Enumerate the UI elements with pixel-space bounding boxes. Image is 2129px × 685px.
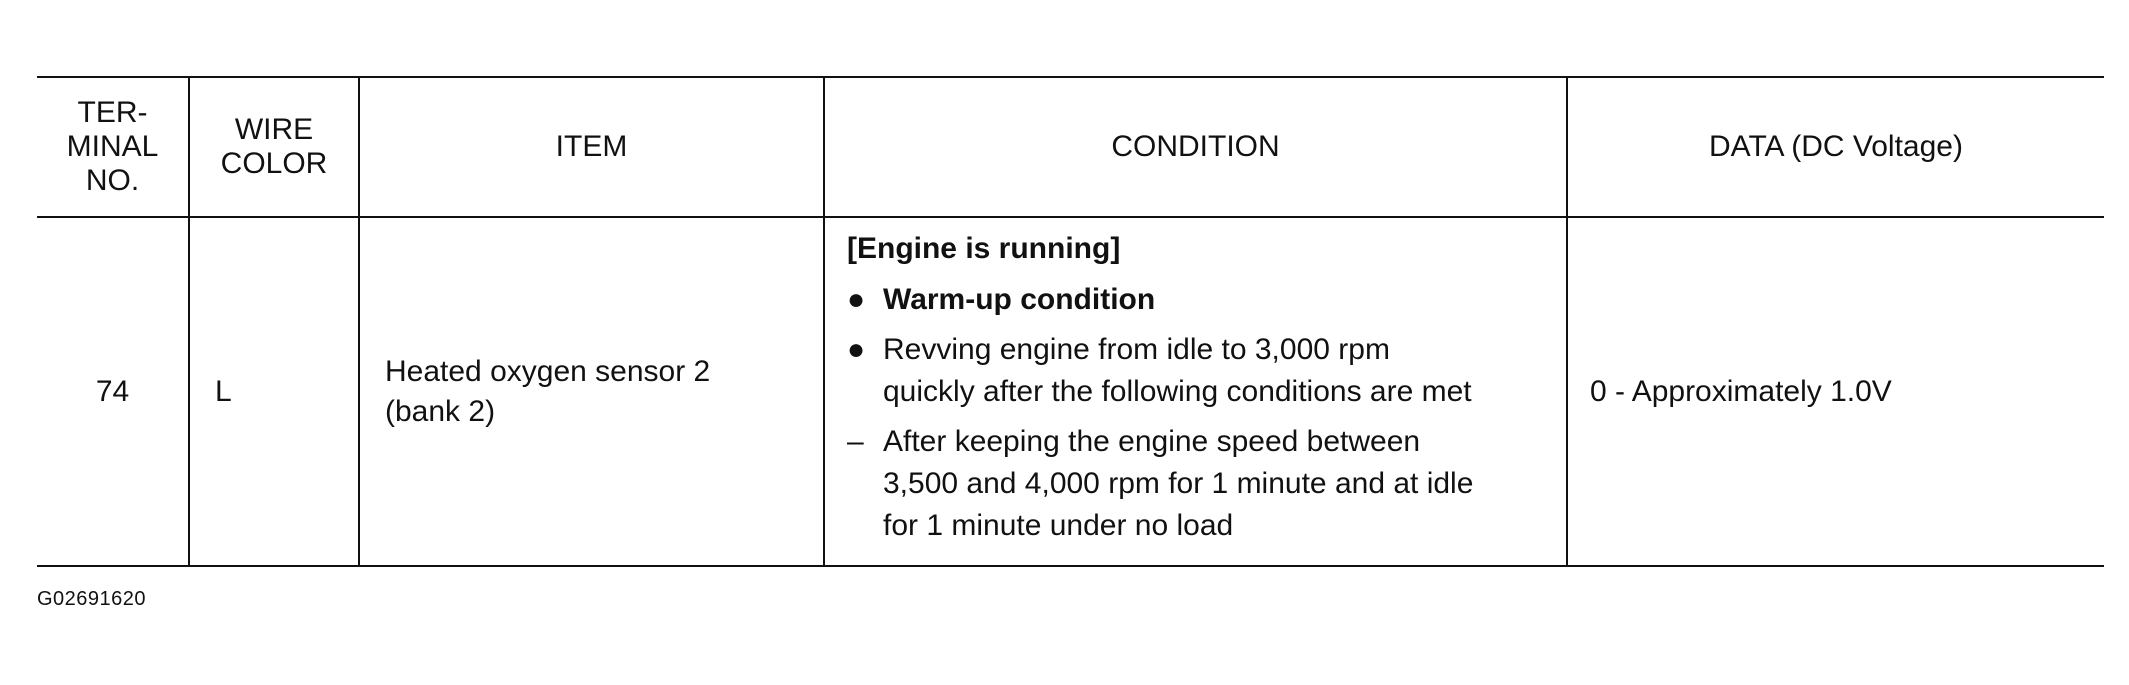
bullet-icon: ● <box>847 332 866 366</box>
header-condition: CONDITION <box>824 77 1567 217</box>
header-terminal-line-1: TER- <box>77 96 148 129</box>
header-row <box>37 77 2104 217</box>
dash-icon: – <box>847 424 864 458</box>
condition-dash-line-2: 3,500 and 4,000 rpm for 1 minute and at idle <box>883 466 1474 500</box>
condition-dash-line-3: for 1 minute under no load <box>883 508 1234 542</box>
header-terminal-line-3: NO. <box>85 164 140 197</box>
header-terminal-no <box>37 77 189 217</box>
condition-dash-item <box>847 421 1556 547</box>
figure-id-label: G02691620 <box>37 588 147 610</box>
condition-heading: [Engine is running] <box>847 231 1121 265</box>
wire-color-cell: L <box>189 217 359 566</box>
data-cell: 0 - Approximately 1.0V <box>1567 217 2104 566</box>
terminal-cell: 74 <box>37 217 189 566</box>
condition-bullet-2-line-1: Revving engine from idle to 3,000 rpm <box>883 332 1390 366</box>
bullet-icon: ● <box>847 282 866 316</box>
item-line-2: (bank 2) <box>385 394 496 428</box>
table-row <box>37 217 2104 566</box>
header-item: ITEM <box>359 77 824 217</box>
item-line-1: Heated oxygen sensor 2 <box>385 354 711 388</box>
condition-bullet-2-line-2: quickly after the following conditions are met <box>883 374 1472 408</box>
header-data: DATA (DC Voltage) <box>1567 77 2104 217</box>
condition-dash-line-1: After keeping the engine speed between <box>883 424 1421 458</box>
header-wire-line-1: WIRE <box>234 113 314 146</box>
terminal-spec-table <box>37 76 2104 567</box>
header-wire-color <box>189 77 359 217</box>
item-cell <box>359 217 824 566</box>
header-terminal-line-2: MINAL <box>66 130 159 163</box>
condition-bullet-warmup <box>847 279 1556 321</box>
condition-bullet-1-text: Warm-up condition <box>883 282 1156 316</box>
header-wire-line-2: COLOR <box>220 147 328 180</box>
condition-cell <box>824 217 1567 566</box>
condition-content <box>825 223 1566 561</box>
condition-bullet-revving <box>847 329 1556 413</box>
